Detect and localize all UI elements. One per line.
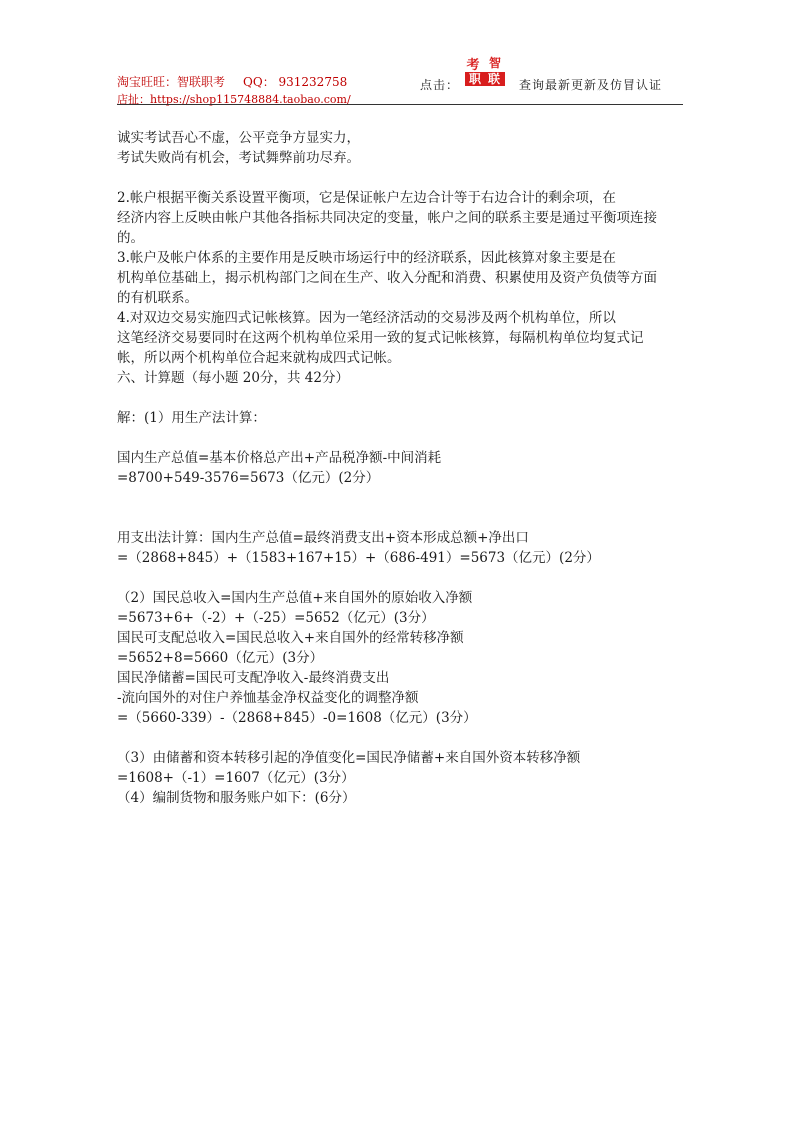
text-line: （2）国民总收入=国内生产总值+来自国外的原始收入净额 [117, 590, 473, 606]
text-line: （3）由储蓄和资本转移引起的净值变化=国民净储蓄+来自国外资本转移净额 [117, 750, 581, 766]
header-contact [117, 74, 351, 106]
text-line: 六、计算题（每小题 20分，共 42分） [117, 370, 349, 386]
text-line: =（2868+845）+（1583+167+15）+（686-491）=5673（亿元）(2分） [117, 550, 600, 566]
text-line: 国民可支配总收入=国民总收入+来自国外的经常转移净额 [117, 630, 464, 646]
blank-line [117, 428, 687, 448]
qq-label: QQ： 931232758 [243, 75, 348, 89]
text-line: 这笔经济交易要同时在这两个机构单位采用一致的复式记帐核算，每隔机构单位均复式记 [117, 330, 644, 346]
logo-char-zhi: 智 [488, 56, 502, 70]
text-line: （4）编制货物和服务账户如下：(6分） [117, 790, 356, 806]
blank-line [117, 728, 687, 748]
text-line: =5673+6+（-2）+（-25）=5652（亿元）(3分） [117, 610, 435, 626]
logo-char-lian: 联 [487, 72, 501, 86]
text-line: 的。 [117, 230, 144, 246]
text-line: 用支出法计算：国内生产总值=最终消费支出+资本形成总额+净出口 [117, 530, 529, 546]
shop-url-link[interactable]: 店扯：https://shop115748884.taobao.com/ [117, 93, 351, 106]
text-line: 4.对双边交易实施四式记帐核算。因为一笔经济活动的交易涉及两个机构单位，所以 [117, 310, 616, 326]
click-label: 点击： [420, 78, 460, 92]
text-line: 2.帐户根据平衡关系设置平衡项，它是保证帐户左边合计等于右边合计的剩余项，在 [117, 190, 616, 206]
text-line: 诚实考试吾心不虚，公平竞争方显实力， [117, 130, 360, 146]
blank-line [117, 388, 687, 408]
logo-char-zhi2: 职 [468, 72, 482, 86]
text-line: 解：(1）用生产法计算： [117, 410, 266, 426]
blank-line [117, 568, 687, 588]
blank-line [117, 168, 687, 188]
text-line: 经济内容上反映由帐户其他各指标共同决定的变量，帐户之间的联系主要是通过平衡项连接 [117, 210, 657, 226]
blank-line [117, 508, 687, 528]
text-line: 机构单位基础上，揭示机构部门之间在生产、收入分配和消费、积累使用及资产负债等方面 [117, 270, 657, 286]
document-body [117, 128, 687, 808]
zhilian-logo[interactable] [463, 54, 507, 86]
text-line: 考试失败尚有机会，考试舞弊前功尽弃。 [117, 150, 360, 166]
text-line: 国民净储蓄=国民可支配净收入-最终消费支出 [117, 670, 390, 686]
text-line: 国内生产总值=基本价格总产出+产品税净额-中间消耗 [117, 450, 442, 466]
text-line: =（5660-339）-（2868+845）-0=1608（亿元）(3分） [117, 710, 477, 726]
text-line: =1608+（-1）=1607（亿元）(3分） [117, 770, 355, 786]
logo-char-kao: 考 [466, 58, 480, 73]
text-line: 的有机联系。 [117, 290, 198, 306]
text-line: 帐，所以两个机构单位合起来就构成四式记帐。 [117, 350, 401, 366]
verification-slogan[interactable]: 查询最新更新及仿冒认证 [519, 78, 663, 92]
taobao-wangwang-label: 淘宝旺旺：智联职考 [117, 75, 226, 89]
text-line: -流向国外的对住户养恤基金净权益变化的调整净额 [117, 690, 419, 706]
blank-line [117, 488, 687, 508]
header-divider [117, 104, 683, 105]
text-line: 3.帐户及帐户体系的主要作用是反映市场运行中的经济联系，因此核算对象主要是在 [117, 250, 616, 266]
text-line: =8700+549-3576=5673（亿元）(2分） [117, 470, 380, 486]
text-line: =5652+8=5660（亿元）(3分） [117, 650, 324, 666]
